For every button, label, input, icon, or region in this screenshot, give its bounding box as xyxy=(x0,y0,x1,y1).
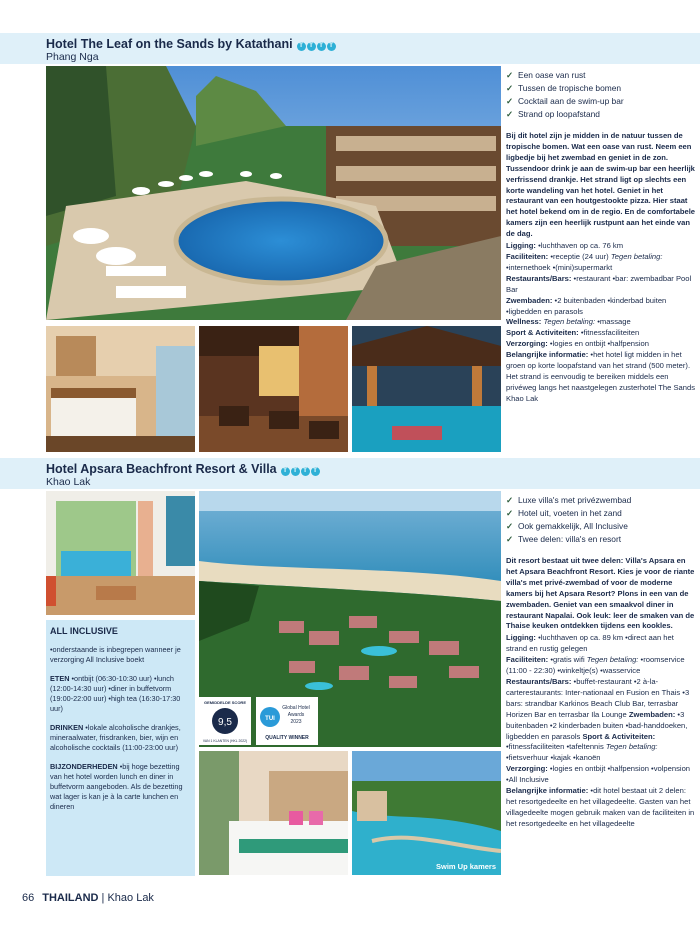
footer-region: Khao Lak xyxy=(107,892,154,904)
list-item: ✓ Luxe villa's met privézwembad xyxy=(506,494,696,507)
svg-text:Global Hotel: Global Hotel xyxy=(282,705,310,711)
hotel2-intro: Dit resort bestaat uit twee delen: Villa's Apsara en het Apsara Beachfront Resort. Kies je voor de riante villa's met privé-zwembad of voor de moderne kamers bij het Apsara Resort? Plons in een van de zwembaden. Geniet van een smaakvol diner in restaurant Napalai. Ook leuk: leer de smaken van de Thaise keuken ontdekken tijdens een kookles. xyxy=(506,556,695,631)
hotel1-stars-icon: T T T T xyxy=(297,42,336,51)
list-item: ✓ Twee delen: villa's en resort xyxy=(506,533,696,546)
hotel1-location: Phang Nga xyxy=(46,51,99,63)
list-item: ✓ Cocktail aan de swim-up bar xyxy=(506,95,696,108)
hotel1-highlights xyxy=(506,69,696,121)
hotel2-stars-icon: T T T T xyxy=(281,467,320,476)
list-item: ✓ Hotel uit, voeten in het zand xyxy=(506,507,696,520)
svg-text:TUI: TUI xyxy=(265,716,275,722)
hotel1-pool-night-photo xyxy=(352,326,501,452)
svg-text:Awards: Awards xyxy=(287,712,305,718)
score-badge xyxy=(199,697,251,745)
page-number: 66 xyxy=(22,892,35,904)
svg-text:QUALITY WINNER: QUALITY WINNER xyxy=(265,735,309,741)
list-item: ✓ Strand op loopafstand xyxy=(506,108,696,121)
all-inclusive-bijzonderheden: BIJZONDERHEDEN •bij hoge bezetting van het hotel worden lunch en diner in buffetvorm aangeboden. Als de bezetting wat lager is kan je à la carte lunchen en dineren xyxy=(50,762,183,811)
hotel2-title: Hotel Apsara Beachfront Resort & Villa T T T T xyxy=(46,462,320,476)
photo-caption: Swim Up kamers xyxy=(436,862,497,871)
svg-text:2023: 2023 xyxy=(290,719,302,725)
footer-country: THAILAND xyxy=(42,892,99,904)
all-inclusive-box xyxy=(46,620,195,876)
page-footer xyxy=(22,892,154,904)
hotel1-pool-photo xyxy=(46,66,501,320)
svg-text:GEMIDDELDE SCORE: GEMIDDELDE SCORE xyxy=(203,700,247,705)
hotel1-restaurant-photo xyxy=(199,326,348,452)
hotel1-title: Hotel The Leaf on the Sands by Katathani T T T T xyxy=(46,37,336,51)
svg-text:VAN 1 KLANTEN (HKL 2022): VAN 1 KLANTEN (HKL 2022) xyxy=(202,739,248,743)
list-item: ✓ Ook gemakkelijk, All Inclusive xyxy=(506,520,696,533)
hotel1-description: Bij dit hotel zijn je midden in de natuur tussen de tropische bomen. Wat een oase van rust. Neem een ligbedje bij het zwembad en geniet in de zon. Tussendoor drink je aan de swim-up bar een heerlijk verfrissend drankje. Het strand ligt op slechts een korte wandeling van het hotel. Geniet in het restaurant van een houtgestookte pizza. Hier staat het hotel bekend om in de regio. En de comfortabele kamers zijn een heerlijk rustpunt aan het einde van de dag. Ligging: •luchthaven op ca. 76 km Faciliteiten: •receptie (24 uur) Tegen betaling: •internethoek •(mini)supermarkt Restaurants/Bars: •restaurant •bar: zwembadbar Pool Bar Zwembaden: •2 buitenbaden •kinderbad buiten •ligbedden en parasols Wellness: Tegen betaling: •massage Sport & Activiteiten: •fitnessfaciliteiten Verzorging: •logies en ontbijt •halfpension Belangrijke informatie: •het hotel ligt midden in het groen op korte loopafstand van het strand (500 meter). Het strand is eenvoudig te bereiken middels een privéweg langs het naastgelegen zusterhotel The Sands Khao Lak xyxy=(506,131,696,403)
all-inclusive-title: ALL INCLUSIVE xyxy=(50,626,118,636)
footer-separator: | xyxy=(101,892,105,904)
hotel2-location: Khao Lak xyxy=(46,476,91,488)
svg-text:9,5: 9,5 xyxy=(218,717,232,728)
list-item: ✓ Een oase van rust xyxy=(506,69,696,82)
hotel2-highlights xyxy=(506,494,696,546)
hotel1-intro: Bij dit hotel zijn je midden in de natuur tussen de tropische bomen. Wat een oase van rust. Neem een ligbedje bij het zwembad en geniet in de zon. Tussendoor drink je aan de swim-up bar een heerlijk verfrissend drankje. Het strand ligt op slechts een korte wandeling van het hotel. Geniet in het restaurant van een houtgestookte pizza. Hier staat het hotel bekend om in de regio. En de comfortabele kamers zijn een heerlijk rustpunt aan het einde van de dag. xyxy=(506,131,696,239)
tui-award-badge xyxy=(256,697,318,745)
hotel2-room-photo xyxy=(46,491,195,615)
hotel1-room-photo xyxy=(46,326,195,452)
hotel2-swimup-photo xyxy=(352,751,501,875)
hotel2-bedroom-photo xyxy=(199,751,348,875)
all-inclusive-drinken: DRINKEN •lokale alcoholische drankjes, mineraalwater, frisdranken, bier, wijn en alcoholische cocktails (11:00-23:00 uur) xyxy=(50,723,181,752)
all-inclusive-eten: ETEN •ontbijt (06:30-10:30 uur) •lunch (12:00-14:30 uur) •diner in buffetvorm (19:00-22:00 uur) •high tea (16:30-17:30 uur) xyxy=(50,674,181,713)
list-item: ✓ Tussen de tropische bomen xyxy=(506,82,696,95)
all-inclusive-intro: •onderstaande is inbegrepen wanneer je verzorging All Inclusive boekt xyxy=(50,645,181,664)
hotel2-description: Dit resort bestaat uit twee delen: Villa's Apsara en het Apsara Beachfront Resort. Kies je voor de riante villa's met privé-zwembad of voor de moderne kamers bij het Apsara Resort? Plons in een van de zwembaden. Geniet van een smaakvol diner in restaurant Napalai. Ook leuk: leer de smaken van de Thaise keuken ontdekken tijdens een kookles. Ligging: •luchthaven op ca. 89 km •direct aan het strand en rustig gelegen Faciliteiten: •gratis wifi Tegen betaling: •roomservice (11:00 - 22:30) •winkeltje(s) •wasservice Restaurants/Bars: •buffet-restaurant •2 à-la-carterestaurants: Inter-nationaal en Fusion en Thais •3 bars: strandbar Karkinos Beach Club Bar, terrasbar Horizen Bar en terrasbar Ila Lounge Zwembaden: •3 buitenbaden •2 kinderbaden buiten •bad-handdoeken, ligbedden en parasols Sport & Activiteiten: •fitnessfaciliteiten •tafeltennis Tegen betaling: •fietsverhuur •kajak •kanoën Verzorging: •logies en ontbijt •halfpension •volpension •All Inclusive Belangrijke informatie: •dit hotel bestaat uit 2 delen: het resortgedeelte en het villagedeelte. Gasten van het villagedeelte mogen gebruik maken van de faciliteiten in het resortgedeelte en het villagedeelte xyxy=(506,556,695,828)
